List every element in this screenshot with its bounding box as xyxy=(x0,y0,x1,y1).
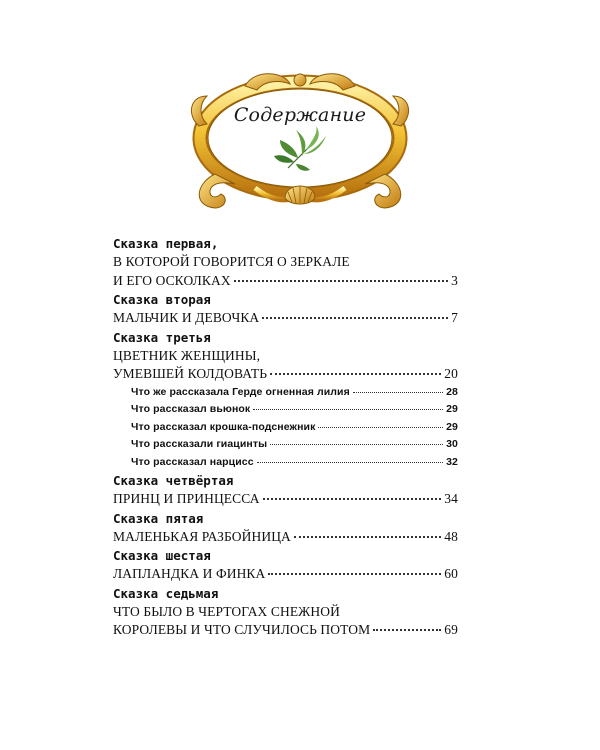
toc-page-number: 48 xyxy=(444,528,458,544)
toc-entry-title: Что рассказали гиацинты xyxy=(131,438,268,450)
toc-entry xyxy=(113,309,458,328)
dot-leader xyxy=(270,444,443,445)
toc-subentry xyxy=(113,436,458,454)
toc-part-heading: Сказка шестая xyxy=(113,548,211,563)
toc-entry xyxy=(113,365,458,384)
toc-page-number: 34 xyxy=(444,491,458,506)
toc-entry-title: Что рассказал вьюнок xyxy=(131,403,251,415)
dot-leader xyxy=(262,317,448,319)
toc-entry xyxy=(113,565,458,584)
dot-leader xyxy=(234,280,448,282)
toc-subentry xyxy=(113,384,458,402)
toc-entry xyxy=(113,621,458,640)
toc-entry xyxy=(113,490,458,509)
dot-leader xyxy=(270,373,441,375)
toc-title-line: В КОТОРОЙ ГОВОРИТСЯ О ЗЕРКАЛЕ xyxy=(113,254,350,269)
table-of-contents xyxy=(113,234,458,640)
toc-part-heading: Сказка первая, xyxy=(113,236,219,251)
toc-page-number: 30 xyxy=(446,438,458,450)
toc-entry-title: МАЛЕНЬКАЯ РАЗБОЙНИЦА xyxy=(113,528,291,544)
toc-part-heading: Сказка третья xyxy=(113,329,211,345)
toc-subentry xyxy=(113,419,458,437)
toc-page-number: 32 xyxy=(446,455,458,468)
toc-entry xyxy=(113,272,458,291)
dot-leader xyxy=(257,462,443,463)
toc-entry-title: И ЕГО ОСКОЛКАХ xyxy=(113,272,231,288)
dot-leader xyxy=(318,427,443,428)
toc-title-line: ЦВЕТНИК ЖЕНЩИНЫ, xyxy=(113,347,261,363)
toc-subentry xyxy=(113,454,458,472)
toc-entry-title: МАЛЬЧИК И ДЕВОЧКА xyxy=(113,310,260,325)
page-title: Содержание xyxy=(233,104,367,126)
toc-part-heading: Сказка четвёртая xyxy=(113,473,234,488)
toc-entry-title: ЛАПЛАНДКА И ФИНКА xyxy=(113,566,266,581)
toc-entry-title: Что рассказал нарцисс xyxy=(131,455,254,468)
shell-ornament-icon xyxy=(285,186,315,204)
ornamental-frame xyxy=(185,66,415,216)
toc-page-number: 20 xyxy=(444,366,458,381)
toc-page-number: 28 xyxy=(446,385,458,398)
toc-page-number: 7 xyxy=(451,310,458,325)
toc-title-line: ЧТО БЫЛО В ЧЕРТОГАХ СНЕЖНОЙ xyxy=(113,603,340,619)
toc-entry xyxy=(113,528,458,547)
toc-subentry xyxy=(113,401,458,419)
toc-page-number: 29 xyxy=(446,420,458,433)
dot-leader xyxy=(373,629,441,631)
toc-entry-title: КОРОЛЕВЫ И ЧТО СЛУЧИЛОСЬ ПОТОМ xyxy=(113,622,371,637)
toc-entry-title: Что рассказал крошка-подснежник xyxy=(131,420,316,433)
toc-part-heading: Сказка пятая xyxy=(113,510,204,526)
toc-part-heading: Сказка вторая xyxy=(113,292,211,307)
toc-entry-title: ПРИНЦ И ПРИНЦЕССА xyxy=(113,491,260,506)
dot-leader xyxy=(253,409,443,410)
dot-leader xyxy=(263,498,442,500)
toc-page-number: 60 xyxy=(444,566,458,581)
toc-entry-title: Что же рассказала Герде огненная лилия xyxy=(131,385,350,398)
toc-page-number: 3 xyxy=(451,272,458,288)
dot-leader xyxy=(294,536,441,538)
toc-page-number: 69 xyxy=(444,622,458,637)
dot-leader xyxy=(268,573,441,575)
toc-page-number: 29 xyxy=(446,403,458,415)
toc-entry-title: УМЕВШЕЙ КОЛДОВАТЬ xyxy=(113,366,268,381)
dot-leader xyxy=(353,392,443,393)
toc-part-heading: Сказка седьмая xyxy=(113,585,219,601)
